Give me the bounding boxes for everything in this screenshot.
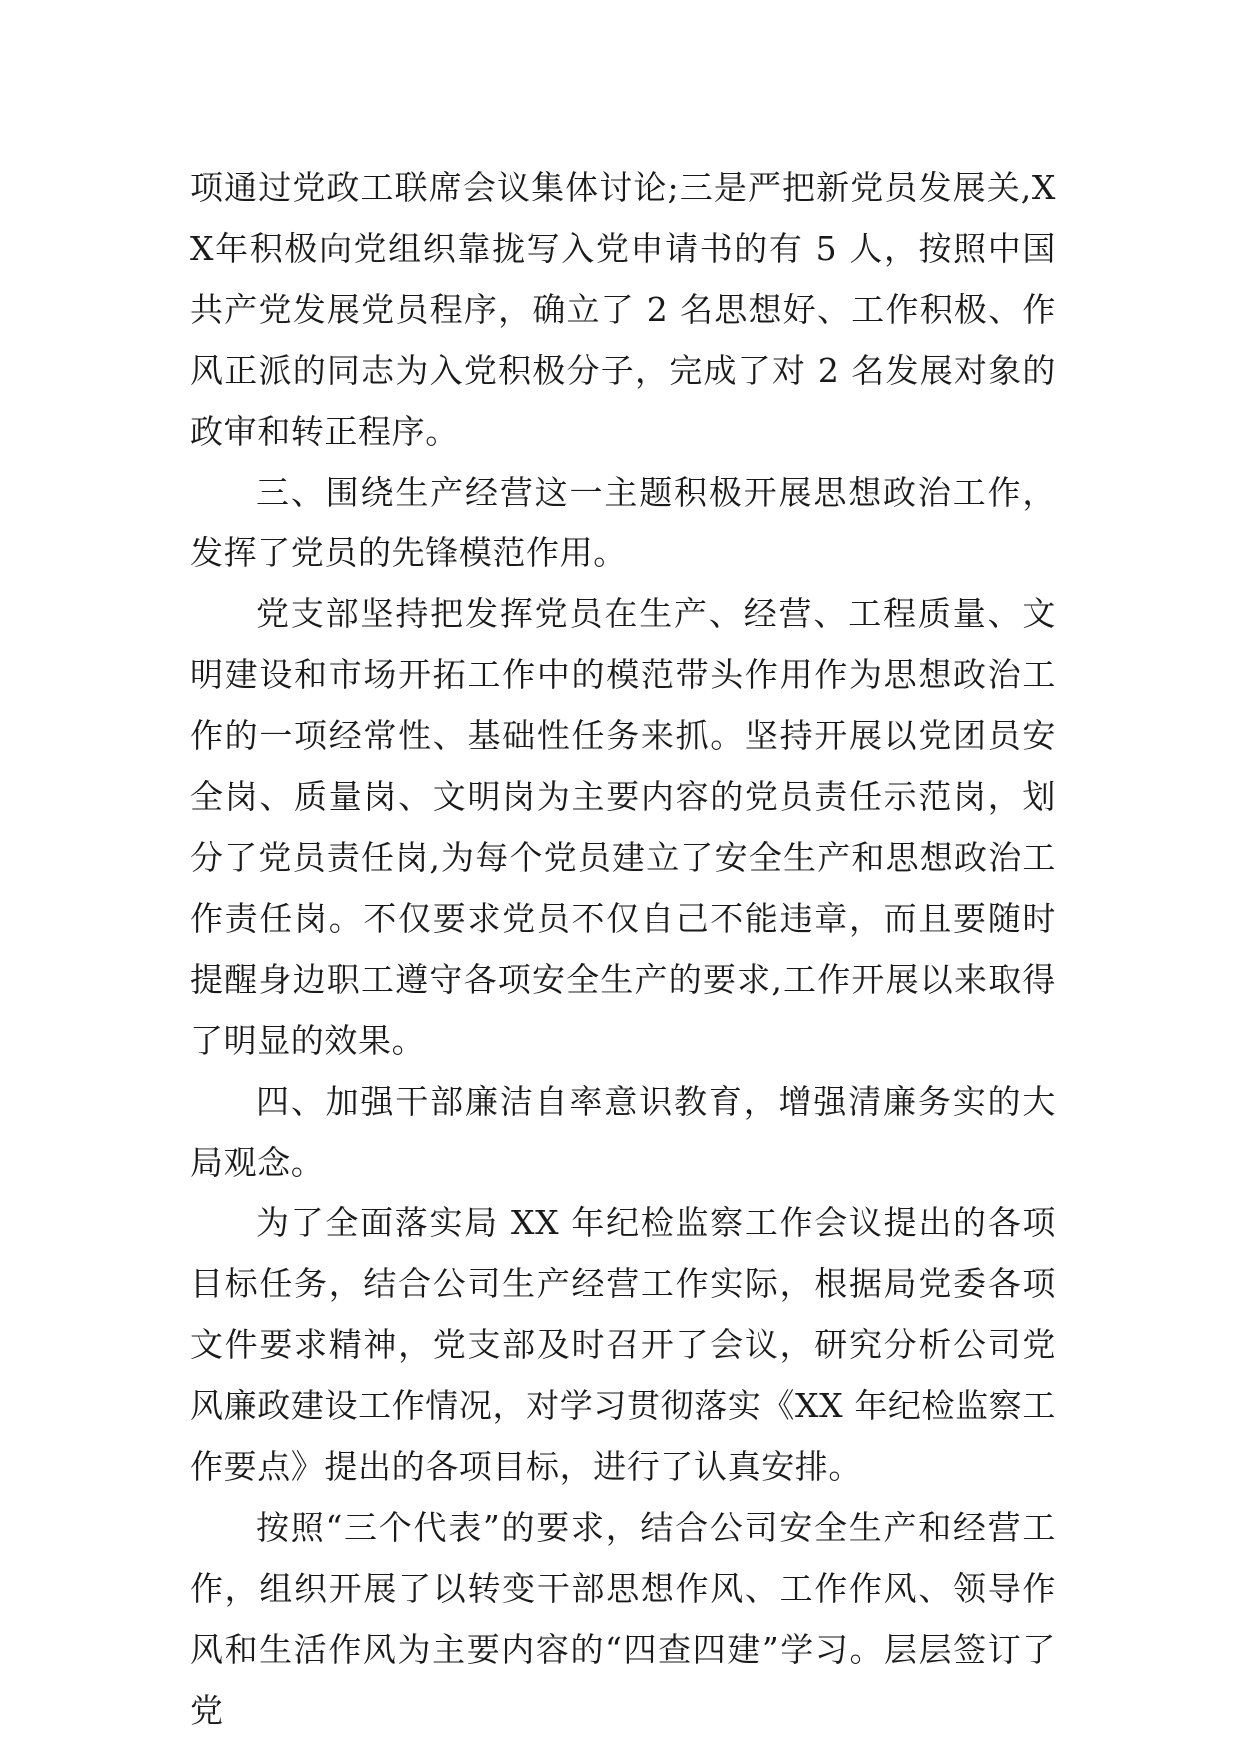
paragraph-3: 为了全面落实局 XX 年纪检监察工作会议提出的各项目标任务，结合公司生产经营工作实际，根据局党委各项文件要求精神，党支部及时召开了会议，研究分析公司党风廉政建设工作情况，对学习贯彻落实《XX 年纪检监察工作要点》提出的各项目标，进行了认真安排。 (190, 1203, 1056, 1487)
section-heading-4: 四、加强干部廉洁自率意识教育，增强清廉务实的大局观念。 (190, 1081, 1056, 1182)
paragraph-2: 党支部坚持把发挥党员在生产、经营、工程质量、文明建设和市场开拓工作中的模范带头作用作为思想政治工作的一项经常性、基础性任务来抓。坚持开展以党团员安全岗、质量岗、文明岗为主要内容的党员责任示范岗，划分了党员责任岗,为每个党员建立了安全生产和思想政治工作责任岗。不仅要求党员不仅自己不能违章，而且要随时提醒身边职工遵守各项安全生产的要求,工作开展以来取得了明显的效果。 (190, 594, 1056, 1060)
document-body (190, 158, 1056, 1742)
section-heading-3: 三、围绕生产经营这一主题积极开展思想政治工作，发挥了党员的先锋模范作用。 (190, 472, 1056, 573)
paragraph-4: 按照“三个代表”的要求，结合公司安全生产和经营工作，组织开展了以转变干部思想作风、工作作风、领导作风和生活作风为主要内容的“四查四建”学习。层层签订了党 (190, 1507, 1056, 1730)
paragraph-1: 项通过党政工联席会议集体讨论;三是严把新党员发展关,XX年积极向党组织靠拢写入党申请书的有 5 人，按照中国共产党发展党员程序，确立了 2 名思想好、工作积极、作风正派的同志为入党积极分子，完成了对 2 名发展对象的政审和转正程序。 (190, 168, 1056, 451)
